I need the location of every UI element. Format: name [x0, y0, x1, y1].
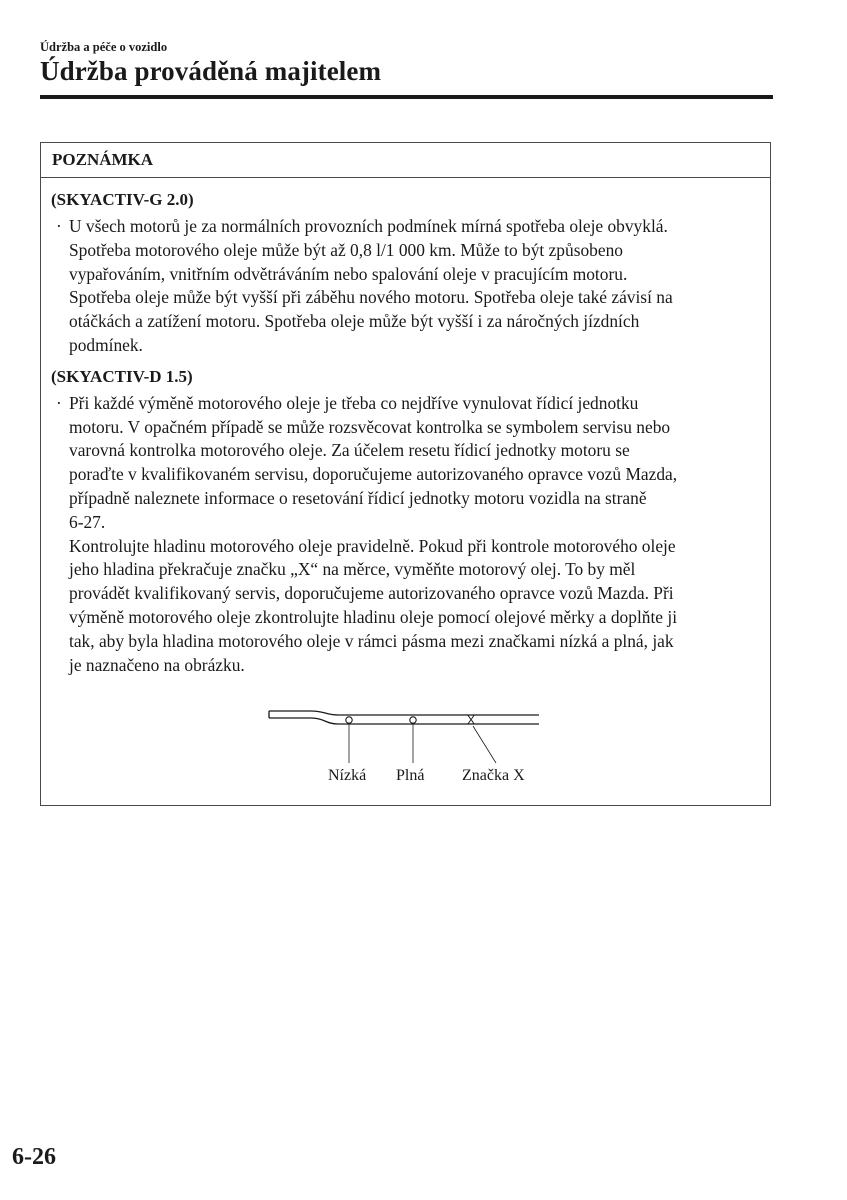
text-line: vypařováním, vnitřním odvětráváním nebo spalování oleje v pracujícím motoru. [69, 263, 628, 284]
paragraph [69, 535, 756, 678]
text-line: podmínek. [69, 334, 143, 355]
x-leader-line [473, 726, 496, 763]
x-mark-label: Značka X [462, 767, 525, 784]
x-mark-icon: X [466, 713, 476, 727]
note-heading: POZNÁMKA [41, 143, 770, 178]
bullet: · [56, 392, 62, 413]
list-item [51, 392, 756, 678]
text-line: motoru. V opačném případě se může rozsvěcovat kontrolka se symbolem servisu nebo [69, 416, 671, 437]
full-mark-icon [410, 717, 416, 723]
dipstick-diagram [266, 705, 546, 800]
text-line: Spotřeba oleje může být vyšší při záběhu nového motoru. Spotřeba oleje také závisí na [69, 287, 673, 308]
text-line: 6-27. [69, 511, 106, 532]
low-label: Nízká [328, 767, 367, 784]
text-line: Spotřeba motorového oleje může být až 0,8 l/1 000 km. Může to být způsobeno [69, 239, 623, 260]
text-line: výměně motorového oleje zkontrolujte hladinu oleje pomocí olejové měrky a doplňte ji [69, 606, 678, 627]
bullet: · [56, 216, 62, 236]
text-line: provádět kvalifikovaný servis, doporučujeme autorizovaného opravce vozů Mazda. Při [69, 583, 674, 604]
list-item [51, 215, 756, 358]
subheading-skyactiv-d: (SKYACTIV-D 1.5) [51, 366, 193, 386]
text-line: otáčkách a zatížení motoru. Spotřeba oleje může být vyšší i za náročných jízdních [69, 311, 640, 332]
paragraph [69, 392, 756, 535]
page-number: 6-26 [12, 1144, 56, 1170]
text-line: poraďte v kvalifikovaném servisu, doporučujeme autorizovaného opravce vozů Mazda, [69, 464, 678, 485]
text-line: U všech motorů je za normálních provozních podmínek mírná spotřeba oleje obvyklá. [69, 216, 668, 236]
text-line: Při každé výměně motorového oleje je třeba co nejdříve vynulovat řídicí jednotku [69, 392, 639, 413]
text-line: tak, aby byla hladina motorového oleje v rámci pásma mezi značkami nízká a plná, jak [69, 630, 674, 651]
text-line: varovná kontrolka motorového oleje. Za účelem resetu řídicí jednotky motoru se [69, 440, 630, 461]
text-line: jeho hladina překračuje značku „X“ na měrce, vyměňte motorový olej. To by měl [69, 559, 636, 580]
dipstick-illustration [266, 705, 546, 765]
text-line: případně naleznete informace o resetování řídicí jednotky motoru vozidla na straně [69, 487, 647, 508]
full-label: Plná [396, 767, 425, 784]
subheading-skyactiv-g: (SKYACTIV-G 2.0) [51, 190, 194, 209]
note-body [41, 185, 770, 677]
header-divider [40, 95, 773, 99]
section-label: Údržba a péče o vozidlo [40, 40, 168, 54]
page-title: Údržba prováděná majitelem [40, 56, 382, 86]
paragraph [69, 215, 756, 358]
low-mark-icon [346, 717, 352, 723]
note-box [40, 142, 771, 806]
text-line: je naznačeno na obrázku. [69, 654, 245, 675]
text-line: Kontrolujte hladinu motorového oleje pravidelně. Pokud při kontrole motorového oleje [69, 535, 676, 556]
